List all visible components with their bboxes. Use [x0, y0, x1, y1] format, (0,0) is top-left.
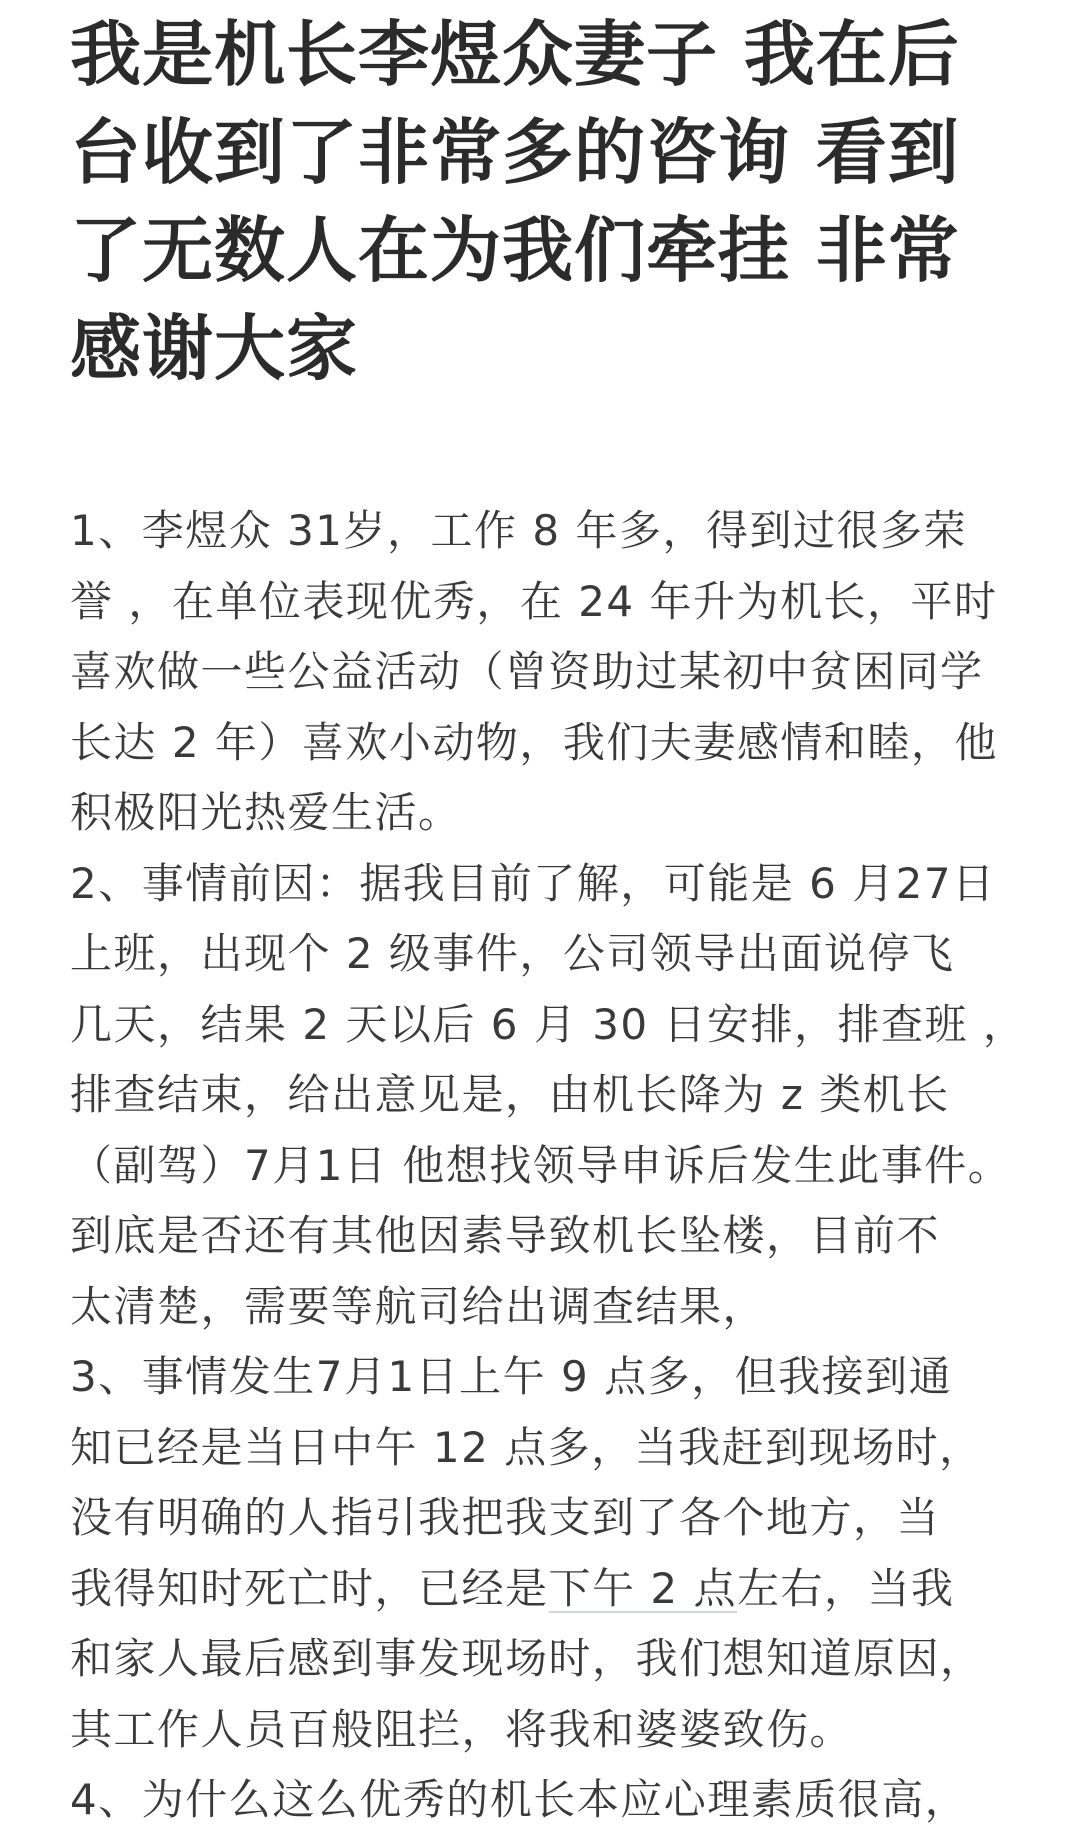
body-line: 3、事情发生7月1日上午 9 点多，但我接到通	[70, 1352, 953, 1401]
body-line: 没有明确的人指引我把我支到了各个地方，当	[70, 1493, 941, 1542]
body-line-segment: 左右，当我	[736, 1563, 955, 1613]
body-line: 知已经是当日中午 12 点多，当我赶到现场时，	[70, 1422, 983, 1472]
body-line: 积极阳光热爱生活。	[70, 788, 462, 837]
body-line: 1、李煜众 31岁，工作 8 年多，得到过很多荣	[70, 506, 967, 555]
body-line: 太清楚，需要等航司给出调查结果，	[70, 1281, 767, 1331]
body-line: 其工作人员百般阻拦，将我和婆婆致伤。	[70, 1704, 854, 1754]
title-line: 感谢大家	[70, 307, 359, 390]
body-line: 到底是否还有其他因素导致机长坠楼，目前不	[70, 1211, 941, 1260]
body-line: 2、事情前因：据我目前了解，可能是 6 月27日	[70, 858, 996, 908]
body-line	[70, 1554, 1020, 1625]
body-line: （副驾）7月1日 他想找领导申诉后发生此事件。	[70, 1140, 1012, 1190]
body-line: 和家人最后感到事发现场时，我们想知道原因，	[70, 1634, 984, 1683]
body-line-segment: 我得知时死亡时，已经是	[70, 1563, 549, 1613]
title-line: 我是机长李煜众妻子 我在后	[70, 13, 960, 96]
body-line: 几天，结果 2 天以后 6 月 30 日安排，排查班 ，	[70, 999, 1027, 1049]
post-content	[70, 0, 1027, 1824]
underlined-time: 下午 2 点	[548, 1563, 737, 1613]
body-line: 4、为什么这么优秀的机长本应心理素质很高，	[70, 1775, 969, 1824]
body-line: 誉 ，在单位表现优秀，在 24 年升为机长，平时	[70, 576, 998, 626]
post-title	[70, 6, 1020, 398]
body-line: 排查结束，给出意见是，由机长降为 z 类机长	[70, 1070, 950, 1119]
title-line: 了无数人在为我们牵挂 非常	[70, 209, 960, 292]
body-line: 上班，出现个 2 级事件，公司领导出面说停飞	[70, 929, 955, 978]
body-line: 长达 2 年）喜欢小动物，我们夫妻感情和睦，他	[70, 717, 998, 767]
body-line: 喜欢做一些公益活动（曾资助过某初中贫困同学	[70, 647, 984, 696]
title-line: 台收到了非常多的咨询 看到	[70, 111, 960, 194]
post-body	[70, 496, 1027, 1836]
